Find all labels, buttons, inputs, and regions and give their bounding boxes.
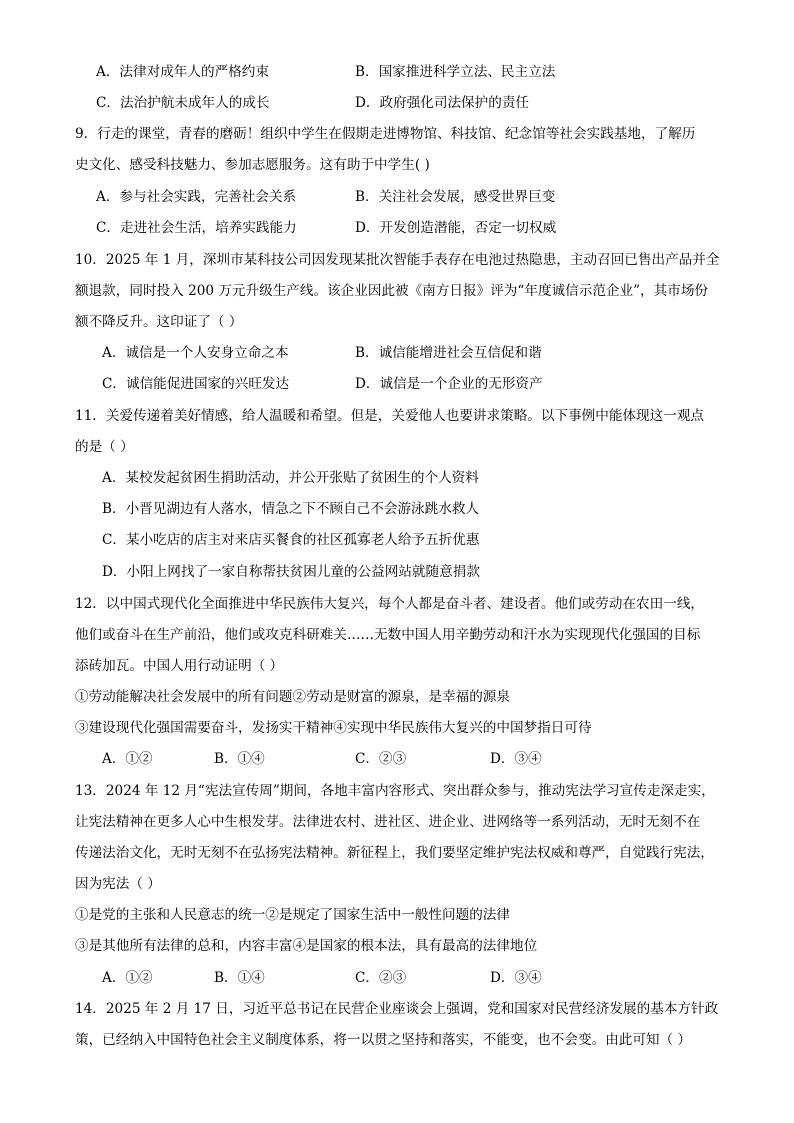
q14-stem-line-1: 14．2025 年 2 月 17 日，习近平总书记在民营企业座谈会上强调，党和国家对民营经济发展的基本方针政 xyxy=(75,1001,719,1017)
q9-stem-line-2: 史文化、感受科技魅力、参加志愿服务。这有助于中学生( ) xyxy=(75,157,430,173)
q8-option-b[interactable]: B．国家推进科学立法、民主立法 xyxy=(355,64,556,80)
q12-option-a[interactable]: A．①② xyxy=(102,751,153,767)
q12-stem-line-2: 他们或奋斗在生产前沿，他们或攻克科研难关……无数中国人用辛勤劳动和汗水为实现现代化强国的目标 xyxy=(75,627,701,643)
q13-option-b[interactable]: B．①④ xyxy=(214,970,265,986)
q10-option-a[interactable]: A．诚信是一个人安身立命之本 xyxy=(102,345,289,361)
q8-option-a[interactable]: A．法律对成年人的严格约束 xyxy=(96,64,269,80)
q10-stem-line-3: 额不降反升。这印证了（ ） xyxy=(75,314,243,330)
q12-option-b[interactable]: B．①④ xyxy=(214,751,265,767)
q10-option-b[interactable]: B．诚信能增进社会互信促和谐 xyxy=(355,345,542,361)
q11-option-b[interactable]: B．小晋见湖边有人落水，情急之下不顾自己不会游泳跳水救人 xyxy=(102,501,480,517)
q8-option-d[interactable]: D．政府强化司法保护的责任 xyxy=(355,95,530,111)
q14-stem-line-2: 策，已经纳入中国特色社会主义制度体系，将一以贯之坚持和落实，不能变，也不会变。由此可知（ ） xyxy=(75,1032,692,1048)
q11-option-c[interactable]: C．某小吃店的店主对来店买餐食的社区孤寡老人给予五折优惠 xyxy=(102,532,480,548)
q13-stem-line-4: 因为宪法（ ） xyxy=(75,876,161,892)
q12-stem-line-1: 12．以中国式现代化全面推进中华民族伟大复兴，每个人都是奋斗者、建设者。他们或劳动在农田一线， xyxy=(75,596,705,612)
q13-option-a[interactable]: A．①② xyxy=(102,970,153,986)
q8-option-c[interactable]: C．法治护航未成年人的成长 xyxy=(96,95,270,111)
q12-stem-line-3: 添砖加瓦。中国人用行动证明（ ） xyxy=(75,658,284,674)
q11-option-d[interactable]: D．小阳上网找了一家自称帮扶贫困儿童的公益网站就随意捐款 xyxy=(102,564,480,580)
q11-stem-line-1: 11．关爱传递着美好情感，给人温暖和希望。但是，关爱他人也要讲求策略。以下事例中能体现这一观点 xyxy=(75,408,705,424)
q9-option-b[interactable]: B．关注社会发展，感受世界巨变 xyxy=(355,189,556,205)
q9-option-c[interactable]: C．走进社会生活，培养实践能力 xyxy=(96,220,297,236)
q12-statements-1: ①劳动能解决社会发展中的所有问题②劳动是财富的源泉，是幸福的源泉 xyxy=(75,689,510,705)
q13-statements-1: ①是党的主张和人民意志的统一②是规定了国家生活中一般性问题的法律 xyxy=(75,907,510,923)
q10-stem-line-1: 10．2025 年 1 月，深圳市某科技公司因发现某批次智能手表存在电池过热隐患，主动召回已售出产品并全 xyxy=(75,252,720,268)
q9-option-a[interactable]: A．参与社会实践，完善社会关系 xyxy=(96,189,297,205)
q13-statements-2: ③是其他所有法律的总和，内容丰富④是国家的根本法，具有最高的法律地位 xyxy=(75,938,538,954)
q13-stem-line-2: 让宪法精神在更多人心中生根发芽。法律进农村、进社区、进企业、进网络等一系列活动，无时无刻不在 xyxy=(75,814,701,830)
q12-option-d[interactable]: D．③④ xyxy=(490,751,542,767)
q13-option-c[interactable]: C．②③ xyxy=(355,970,407,986)
q13-option-d[interactable]: D．③④ xyxy=(490,970,542,986)
q13-stem-line-1: 13．2024 年 12 月“宪法宣传周”期间，各地丰富内容形式、突出群众参与，推动宪法学习宣传走深走实， xyxy=(75,783,715,799)
q10-option-c[interactable]: C．诚信能促进国家的兴旺发达 xyxy=(102,376,290,392)
q9-stem-line-1: 9．行走的课堂，青春的磨砺！组织中学生在假期走进博物馆、科技馆、纪念馆等社会实践基地，了解历 xyxy=(75,126,696,142)
q12-statements-2: ③建设现代化强国需要奋斗，发扬实干精神④实现中华民族伟大复兴的中国梦指日可待 xyxy=(75,720,592,736)
q10-option-d[interactable]: D．诚信是一个企业的无形资产 xyxy=(355,376,543,392)
q11-option-a[interactable]: A．某校发起贫困生捐助活动，并公开张贴了贫困生的个人资料 xyxy=(102,470,479,486)
q10-stem-line-2: 额退款，同时投入 200 万元升级生产线。该企业因此被《南方日报》评为“年度诚信示范企业”，其市场份 xyxy=(75,283,709,299)
q13-stem-line-3: 传递法治文化，无时无刻不在弘扬宪法精神。新征程上，我们要坚定维护宪法权威和尊严，自觉践行宪法， xyxy=(75,845,714,861)
q9-option-d[interactable]: D．开发创造潜能，否定一切权威 xyxy=(355,220,557,236)
q12-option-c[interactable]: C．②③ xyxy=(355,751,407,767)
q11-stem-line-2: 的是（ ） xyxy=(75,439,134,455)
